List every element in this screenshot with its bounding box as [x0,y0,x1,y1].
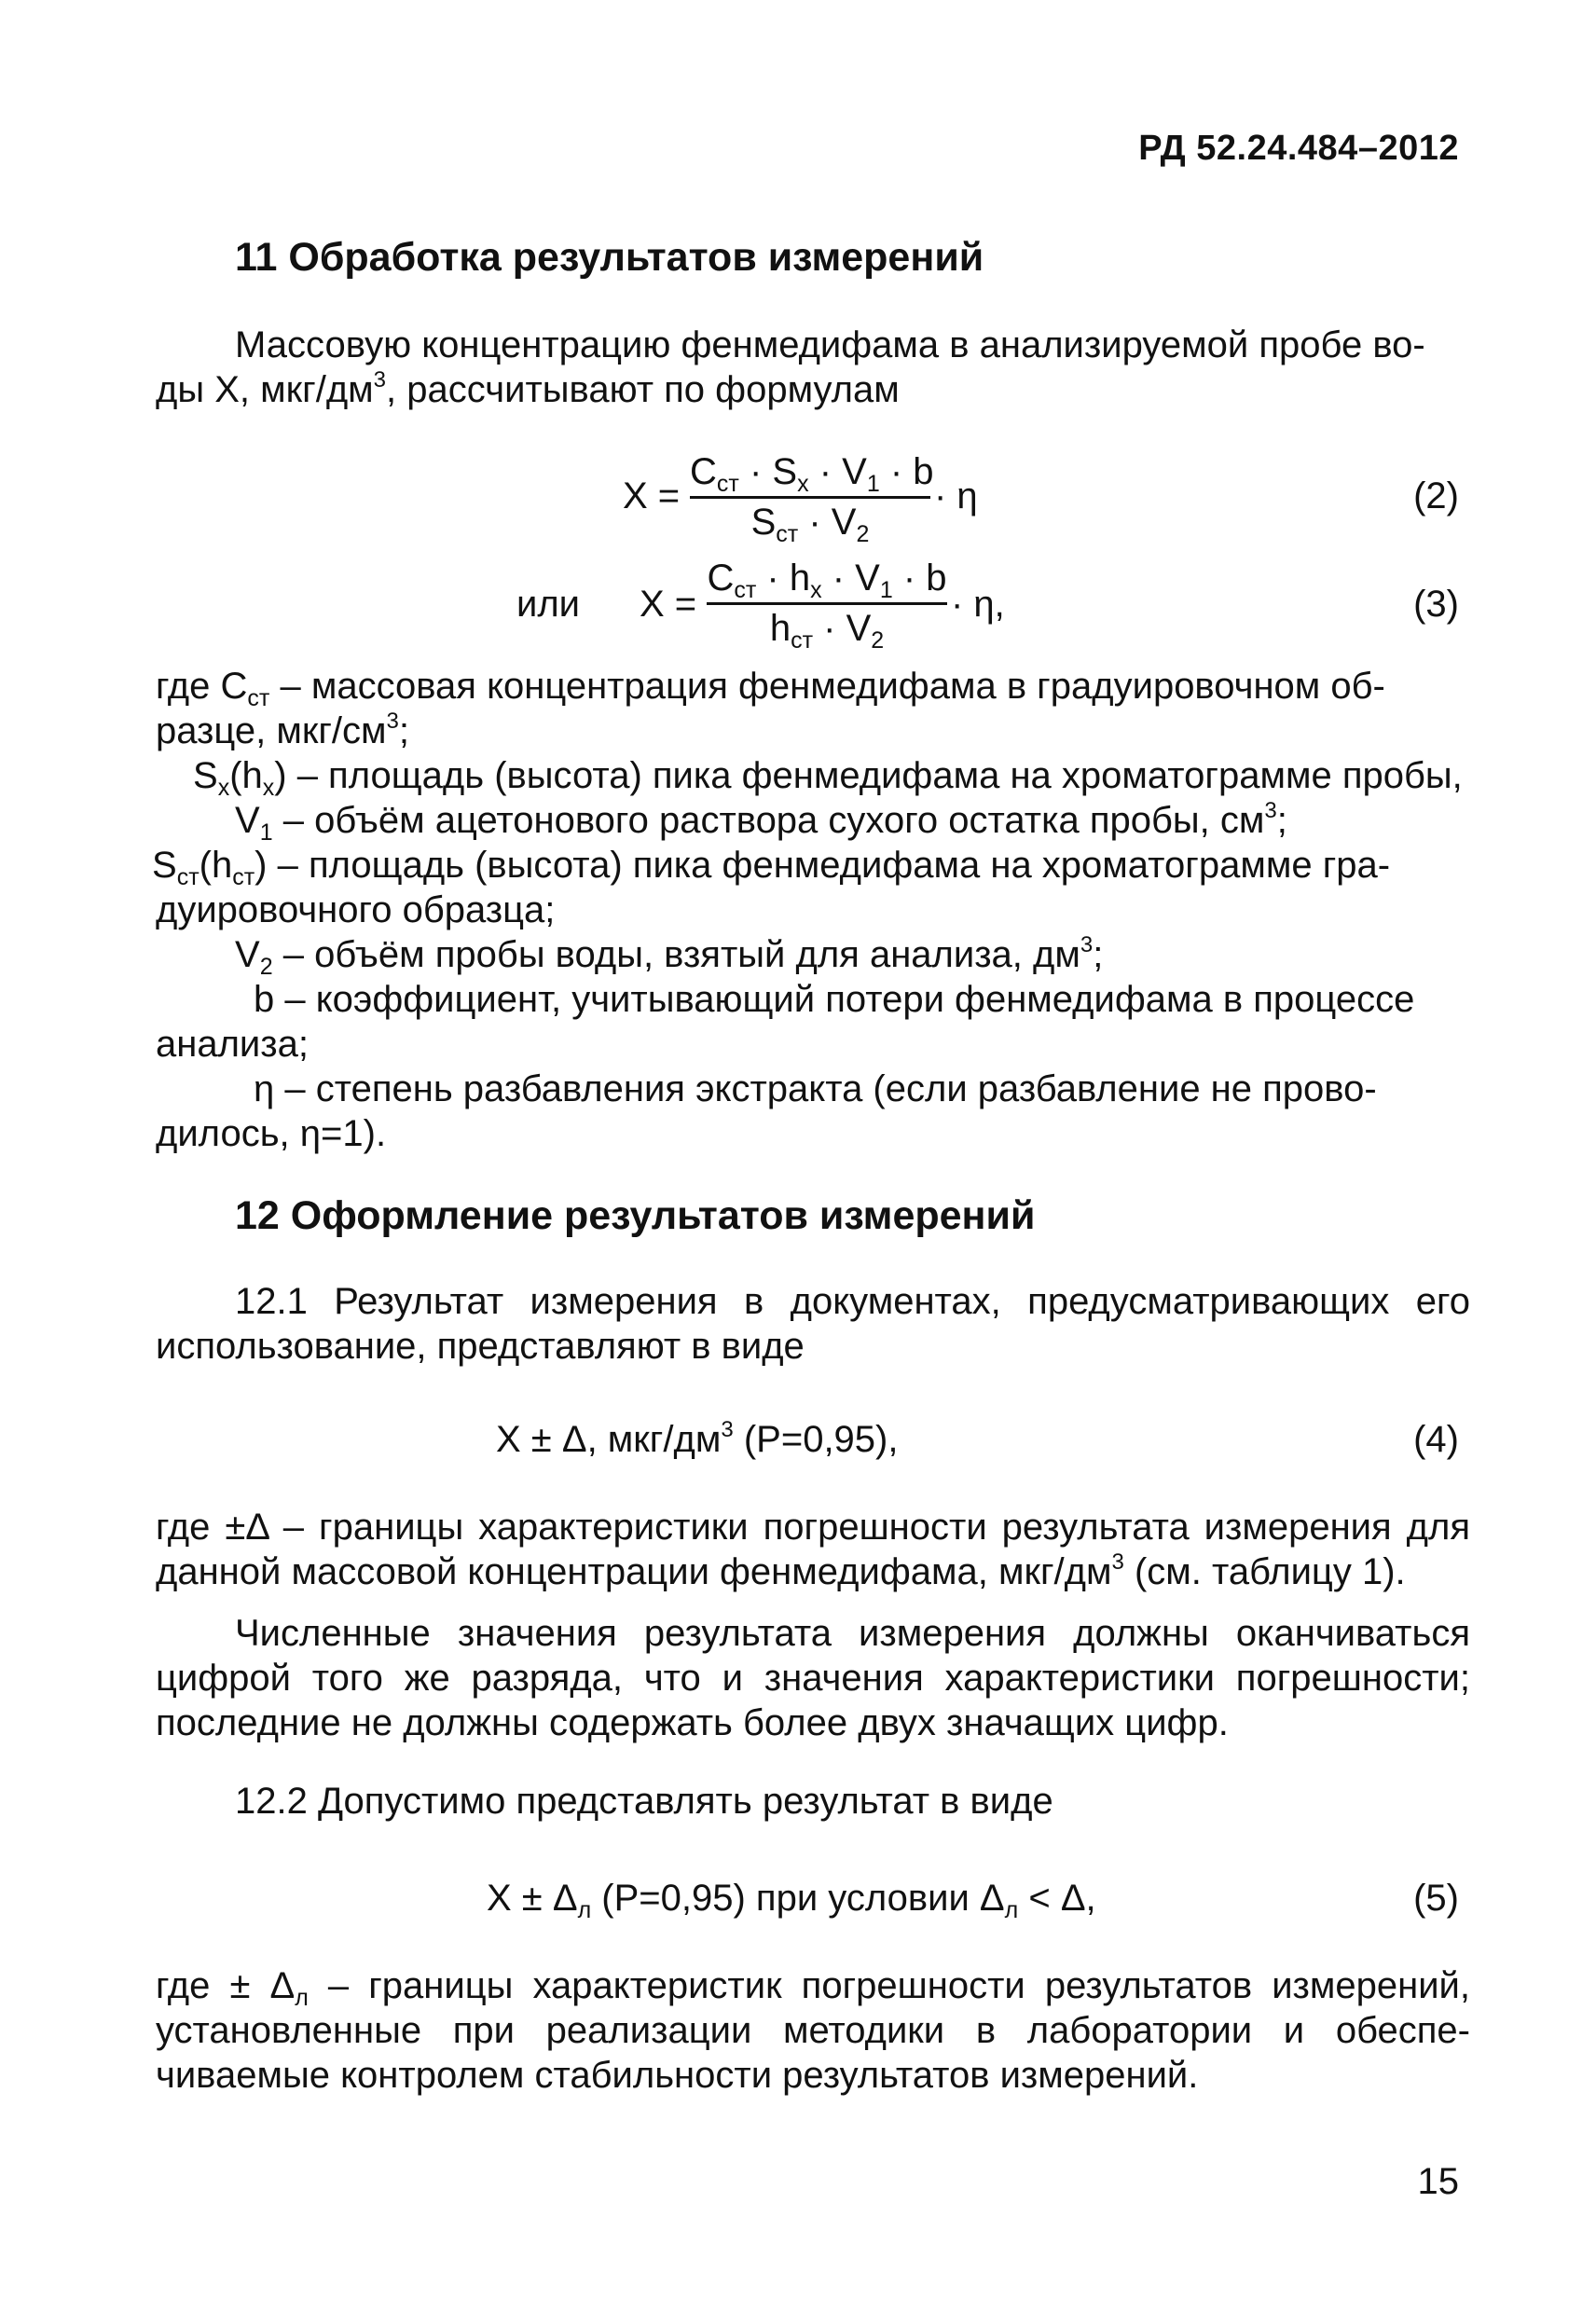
formula-2-number: (2) [1413,475,1459,516]
or-word: или [516,584,581,625]
formula-5-number: (5) [1413,1878,1459,1919]
def-cst-line-1: где $С_{ст}$ – массовая концентрация фенмедифама в градуировочном об- [156,666,1385,711]
document-code: РД 52.24.484–2012 [1138,129,1459,168]
formula-3-fraction: $C_{ст} \cdot h_x \cdot V_1 \cdot b$ $h_{ст} \cdot V_2$ [707,558,947,654]
def-eta-line-1: η – степень разбавления экстракта (если разбавление не прово- [254,1068,1377,1109]
paragraph-delta-l-definition: где ± $\Delta_л$ – границы характеристик погрешности результатов измерений, установленные при реализации методики в лаборатории и обеспе-чиваемые контролем стабильности результатов измерений. [156,1965,1470,2096]
formula-5: $X \pm \Delta_л$ (Р=0,95) при условии $\Delta_л < \Delta$, [487,1878,1096,1923]
intro-line-1: Массовую концентрацию фенмедифама в анализируемой пробе во- [235,324,1425,365]
formula-2-fraction: $C_{ст} \cdot S_x \cdot V_1 \cdot b$ $S_{ст} \cdot V_2$ [690,451,934,547]
document-page: РД 52.24.484–2012 11 Обработка результатов измерений Массовую концентрацию фенмедифама в анализируемой пробе во- ды X, мкг/$дм^3$, рассчитывают по формулам X = $C_{ст} \cdot S_x \cdot V_1 \cdot b$ $S_{ст} \cdot V_2$ · η (2) или X = $C_{ст} \cdot h_x \cdot V_1 \cdot b$ $h_{ст} \cdot V_2$ · η, (3) где $С_{ст}$ – массовая концентрация фенмедифама в градуировочном об- разце, мкг/$см^3$; $S_x(h_x)$ – площадь (высота) пика фенмедифама на хроматограмме пробы, $V_1$ – объём ацетонового раствора сухого остатка пробы, $см^3$; $S_{ст}(h_{ст})$ – площадь (высота) пика фенмедифама на хроматограмме гра- дуировочного образца; $V_2$ – объём пробы воды, взятый для анализа, $дм^3$; b – коэффициент, учитывающий потери фенмедифама в процессе анализа; η – степень разбавления экстракта (если разбавление не прово- дилось, η=1). 12 Оформление результатов измерений 12.1 Результат измерения в документах, предусматривающих его использование, представляют в виде X ± Δ, мкг/$дм^3$ (Р=0,95), (4) где ±Δ – границы характеристики погрешности результата измерения для данной массовой концентрации фенмедифама, мкг/$дм^3$ (см. таблицу 1). Численные значения результата измерения должны оканчиваться цифрой того же разряда, что и значения характеристики погрешности; последние не должны содержать более двух значащих цифр. 12.2 Допустимо представлять результат в виде $X \pm \Delta_л$ (Р=0,95) при условии $\Delta_л < \Delta$, (5) где ± $\Delta_л$ – границы характеристик погрешности результатов измерений, установленные при реализации методики в лаборатории и обеспе-чиваемые контролем стабильности результатов измерений. 15 [152,129,1470,2202]
page-number: 15 [1417,2161,1459,2202]
def-sst-line-1: $S_{ст}(h_{ст})$ – площадь (высота) пика фенмедифама на хроматограмме гра- [152,845,1391,890]
def-sst-line-2: дуировочного образца; [156,889,556,930]
def-sx: $S_x(h_x)$ – площадь (высота) пика фенмедифама на хроматограмме пробы, [193,755,1463,801]
def-b-line-1: b – коэффициент, учитывающий потери фенмедифама в процессе [254,979,1415,1020]
section-12-title: 12 Оформление результатов измерений [235,1193,1036,1238]
paragraph-numeric-values: Численные значения результата измерения должны оканчиваться цифрой того же разряда, что и значения характеристики погрешности; последние не должны содержать более двух значащих цифр. [156,1613,1470,1743]
section-11-title: 11 Обработка результатов измерений [235,235,984,280]
def-b-line-2: анализа; [156,1024,309,1065]
intro-line-2: ды X, мкг/$дм^3$, рассчитывают по формулам [156,367,900,410]
def-eta-line-2: дилось, η=1). [156,1113,387,1154]
formula-4: X ± Δ, мкг/$дм^3$ (Р=0,95), [496,1417,899,1460]
paragraph-delta-definition: где ±Δ – границы характеристики погрешности результата измерения для данной массовой концентрации фенмедифама, мкг/$дм^3$ (см. таблицу 1). [156,1507,1470,1592]
def-v2: $V_2$ – объём пробы воды, взятый для анализа, $дм^3$; [235,932,1104,980]
formula-3-number: (3) [1413,584,1459,625]
formula-4-number: (4) [1413,1419,1459,1460]
def-v1: $V_1$ – объём ацетонового раствора сухого остатка пробы, $см^3$; [235,798,1287,846]
paragraph-12-2: 12.2 Допустимо представлять результат в виде [235,1781,1053,1822]
paragraph-12-1: 12.1 Результат измерения в документах, предусматривающих его использование, представляют в виде [156,1281,1470,1367]
def-cst-line-2: разце, мкг/$см^3$; [156,709,410,751]
